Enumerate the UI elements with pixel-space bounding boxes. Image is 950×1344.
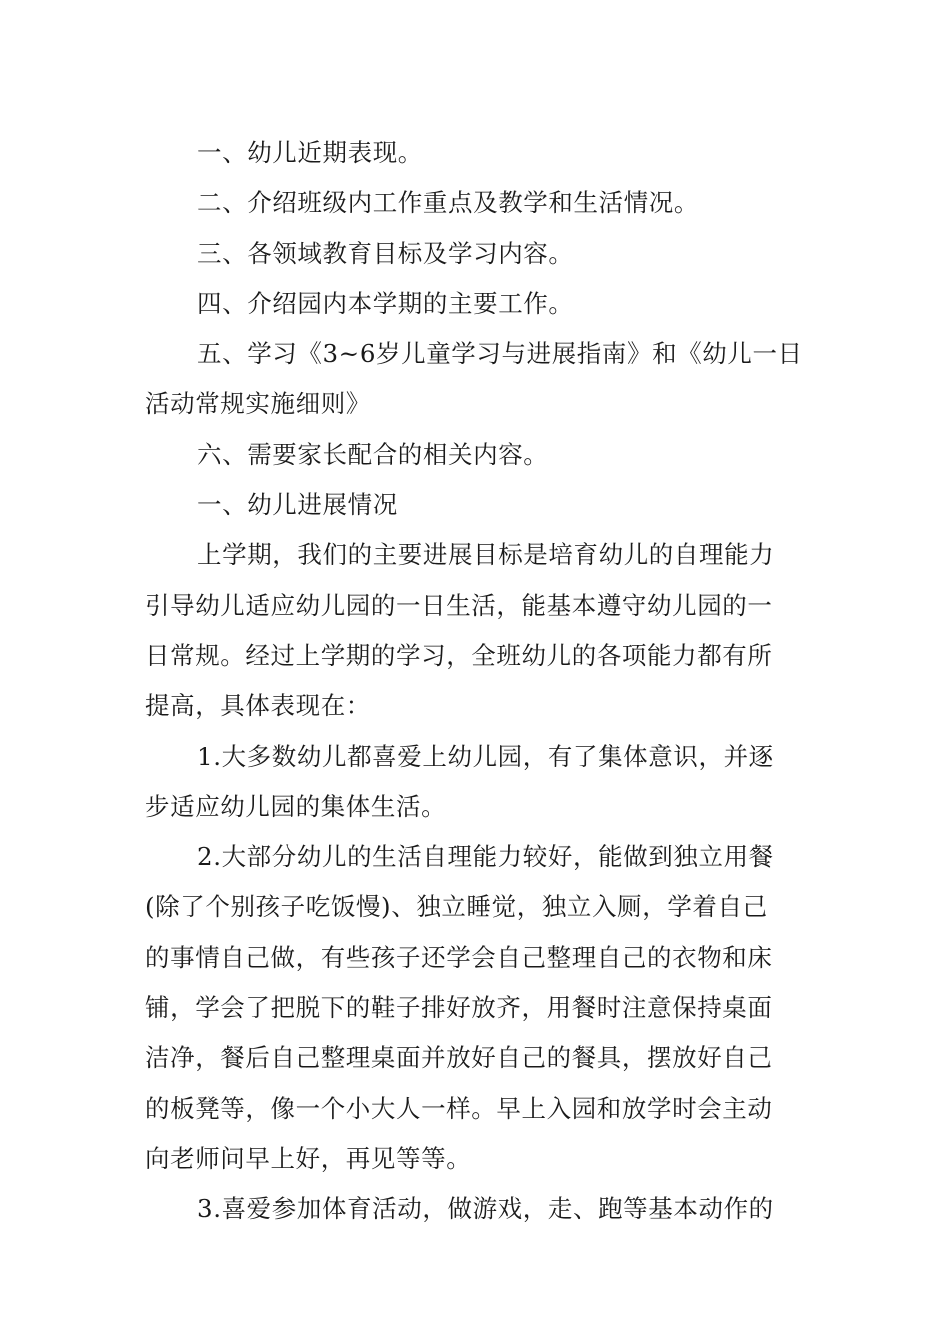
paragraph-line: (除了个别孩子吃饭慢)、独立睡觉，独立入厕，学着自己 bbox=[145, 892, 768, 922]
paragraph-line: 日常规。经过上学期的学习，全班幼儿的各项能力都有所 bbox=[145, 640, 773, 670]
paragraph-line: 铺，学会了把脱下的鞋子排好放齐，用餐时注意保持桌面 bbox=[145, 993, 773, 1023]
list-item-study-guide: 五、学习《3~6岁儿童学习与进展指南》和《幼儿一日 bbox=[197, 339, 803, 369]
paragraph-line: 提高，具体表现在： bbox=[145, 691, 371, 721]
paragraph-line: 的板凳等，像一个小大人一样。早上入园和放学时会主动 bbox=[145, 1093, 773, 1123]
section-heading-development: 一、幼儿进展情况 bbox=[197, 490, 398, 520]
list-item-recent-performance: 一、幼儿近期表现。 bbox=[197, 138, 423, 167]
paragraph-line: 步适应幼儿园的集体生活。 bbox=[145, 791, 447, 821]
list-item-main-work: 四、介绍园内本学期的主要工作。 bbox=[197, 288, 574, 318]
list-item-parent-cooperation: 六、需要家长配合的相关内容。 bbox=[197, 439, 549, 469]
numbered-point-3: 3.喜爱参加体育活动，做游戏，走、跑等基本动作的 bbox=[197, 1194, 774, 1224]
paragraph-line: 引导幼儿适应幼儿园的一日生活，能基本遵守幼儿园的一 bbox=[145, 590, 773, 620]
numbered-point-2: 2.大部分幼儿的生活自理能力较好，能做到独立用餐 bbox=[197, 842, 774, 872]
list-item-education-goals: 三、各领域教育目标及学习内容。 bbox=[197, 238, 574, 268]
list-item-study-guide-continued: 活动常规实施细则》 bbox=[145, 389, 371, 419]
paragraph-line: 洁净，餐后自己整理桌面并放好自己的餐具，摆放好自己 bbox=[145, 1043, 773, 1073]
document-body bbox=[145, 128, 810, 1235]
list-item-class-work-focus: 二、介绍班级内工作重点及教学和生活情况。 bbox=[197, 188, 699, 218]
paragraph-line: 上学期，我们的主要进展目标是培育幼儿的自理能力 bbox=[197, 540, 775, 570]
numbered-point-1: 1.大多数幼儿都喜爱上幼儿园，有了集体意识，并逐 bbox=[197, 741, 774, 771]
paragraph-line: 的事情自己做，有些孩子还学会自己整理自己的衣物和床 bbox=[145, 942, 773, 972]
paragraph-line: 向老师问早上好，再见等等。 bbox=[145, 1143, 472, 1173]
